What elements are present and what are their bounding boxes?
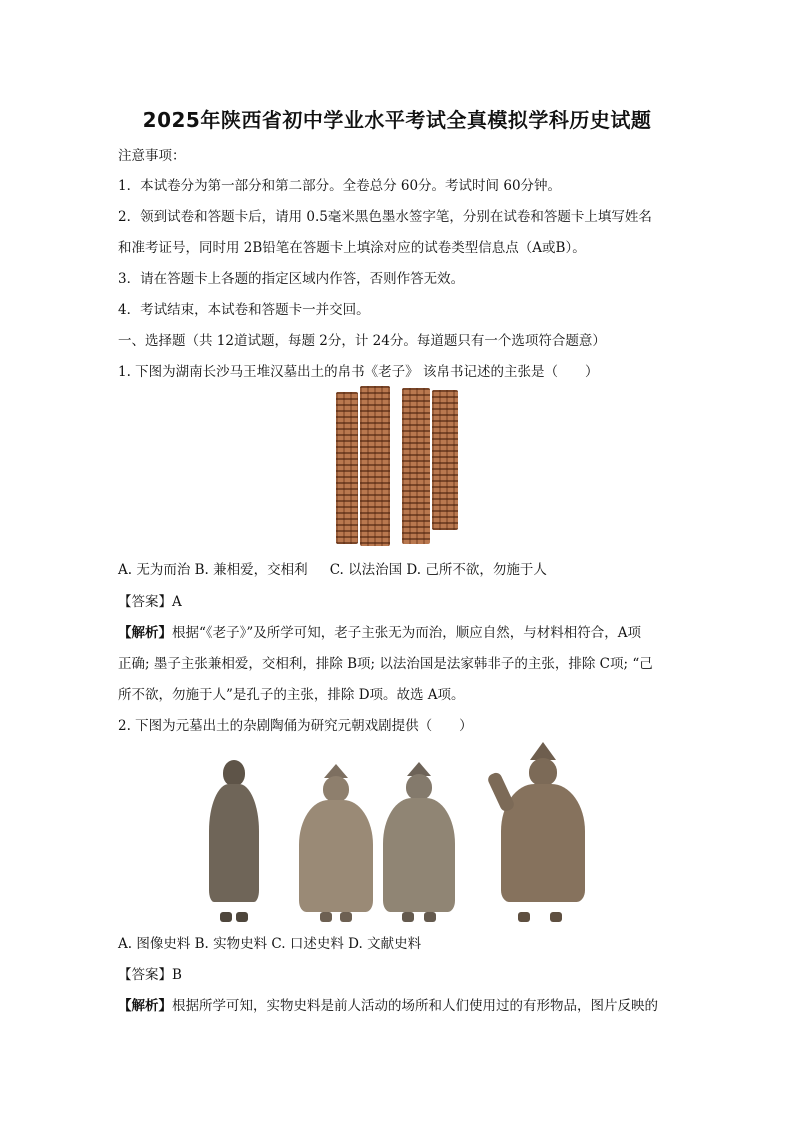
notice-heading: 注意事项： — [118, 148, 186, 164]
question-1-answer: 【答案】A — [118, 594, 182, 610]
analysis-label: 【解析】 — [118, 625, 172, 641]
exam-title: 2025年陕西省初中学业水平考试全真模拟学科历史试题 — [142, 108, 652, 132]
question-1-options: A. 无为而治 B. 兼相爱，交相利 C. 以法治国 D. 己所不欲，勿施于人 — [118, 562, 547, 578]
question-2-answer: 【答案】B — [118, 967, 182, 983]
question-2-stem: 2. 下图为元墓出土的杂剧陶俑为研究元朝戏剧提供（ ） — [118, 718, 473, 734]
silk-manuscript-image — [332, 386, 462, 546]
notice-item-2: 2．领到试卷和答题卡后，请用 0.5毫米黑色墨水签字笔，分别在试卷和答题卡上填写姓名 — [118, 209, 652, 225]
question-1-analysis-line-3: 所不欲，勿施于人”是孔子的主张，排除 D项。故选 A项。 — [118, 687, 465, 703]
figurine-2 — [296, 764, 376, 922]
figurine-4 — [488, 742, 598, 922]
section-heading: 一、选择题（共 12道试题，每题 2分，计 24分。每道题只有一个选项符合题意） — [118, 333, 606, 349]
notice-item-1: 1．本试卷分为第一部分和第二部分。全卷总分 60分。考试时间 60分钟。 — [118, 178, 562, 194]
question-1-stem: 1. 下图为湖南长沙马王堆汉墓出土的帛书《老子》 该帛书记述的主张是（ ） — [118, 364, 599, 380]
question-2-options: A. 图像史料 B. 实物史料 C. 口述史料 D. 文献史料 — [118, 936, 422, 952]
question-1-analysis-line-1: 【解析】根据“《老子》”及所学可知，老子主张无为而治，顺应自然，与材料相符合，A项 — [118, 625, 642, 641]
question-2-analysis-line-1: 【解析】根据所学可知，实物史料是前人活动的场所和人们使用过的有形物品，图片反映的 — [118, 998, 658, 1014]
figurine-1 — [202, 750, 266, 922]
pottery-figurines-image — [196, 742, 606, 922]
notice-item-3: 3．请在答题卡上各题的指定区域内作答，否则作答无效。 — [118, 271, 465, 287]
analysis-label: 【解析】 — [118, 998, 172, 1014]
notice-item-2-cont: 和准考证号，同时用 2B铅笔在答题卡上填涂对应的试卷类型信息点（A或B）。 — [118, 240, 586, 256]
notice-item-4: 4．考试结束，本试卷和答题卡一并交回。 — [118, 302, 370, 318]
figurine-3 — [380, 762, 458, 922]
question-1-analysis-line-2: 正确; 墨子主张兼相爱，交相利，排除 B项; 以法治国是法家韩非子的主张，排除 C项; “己 — [118, 656, 653, 672]
